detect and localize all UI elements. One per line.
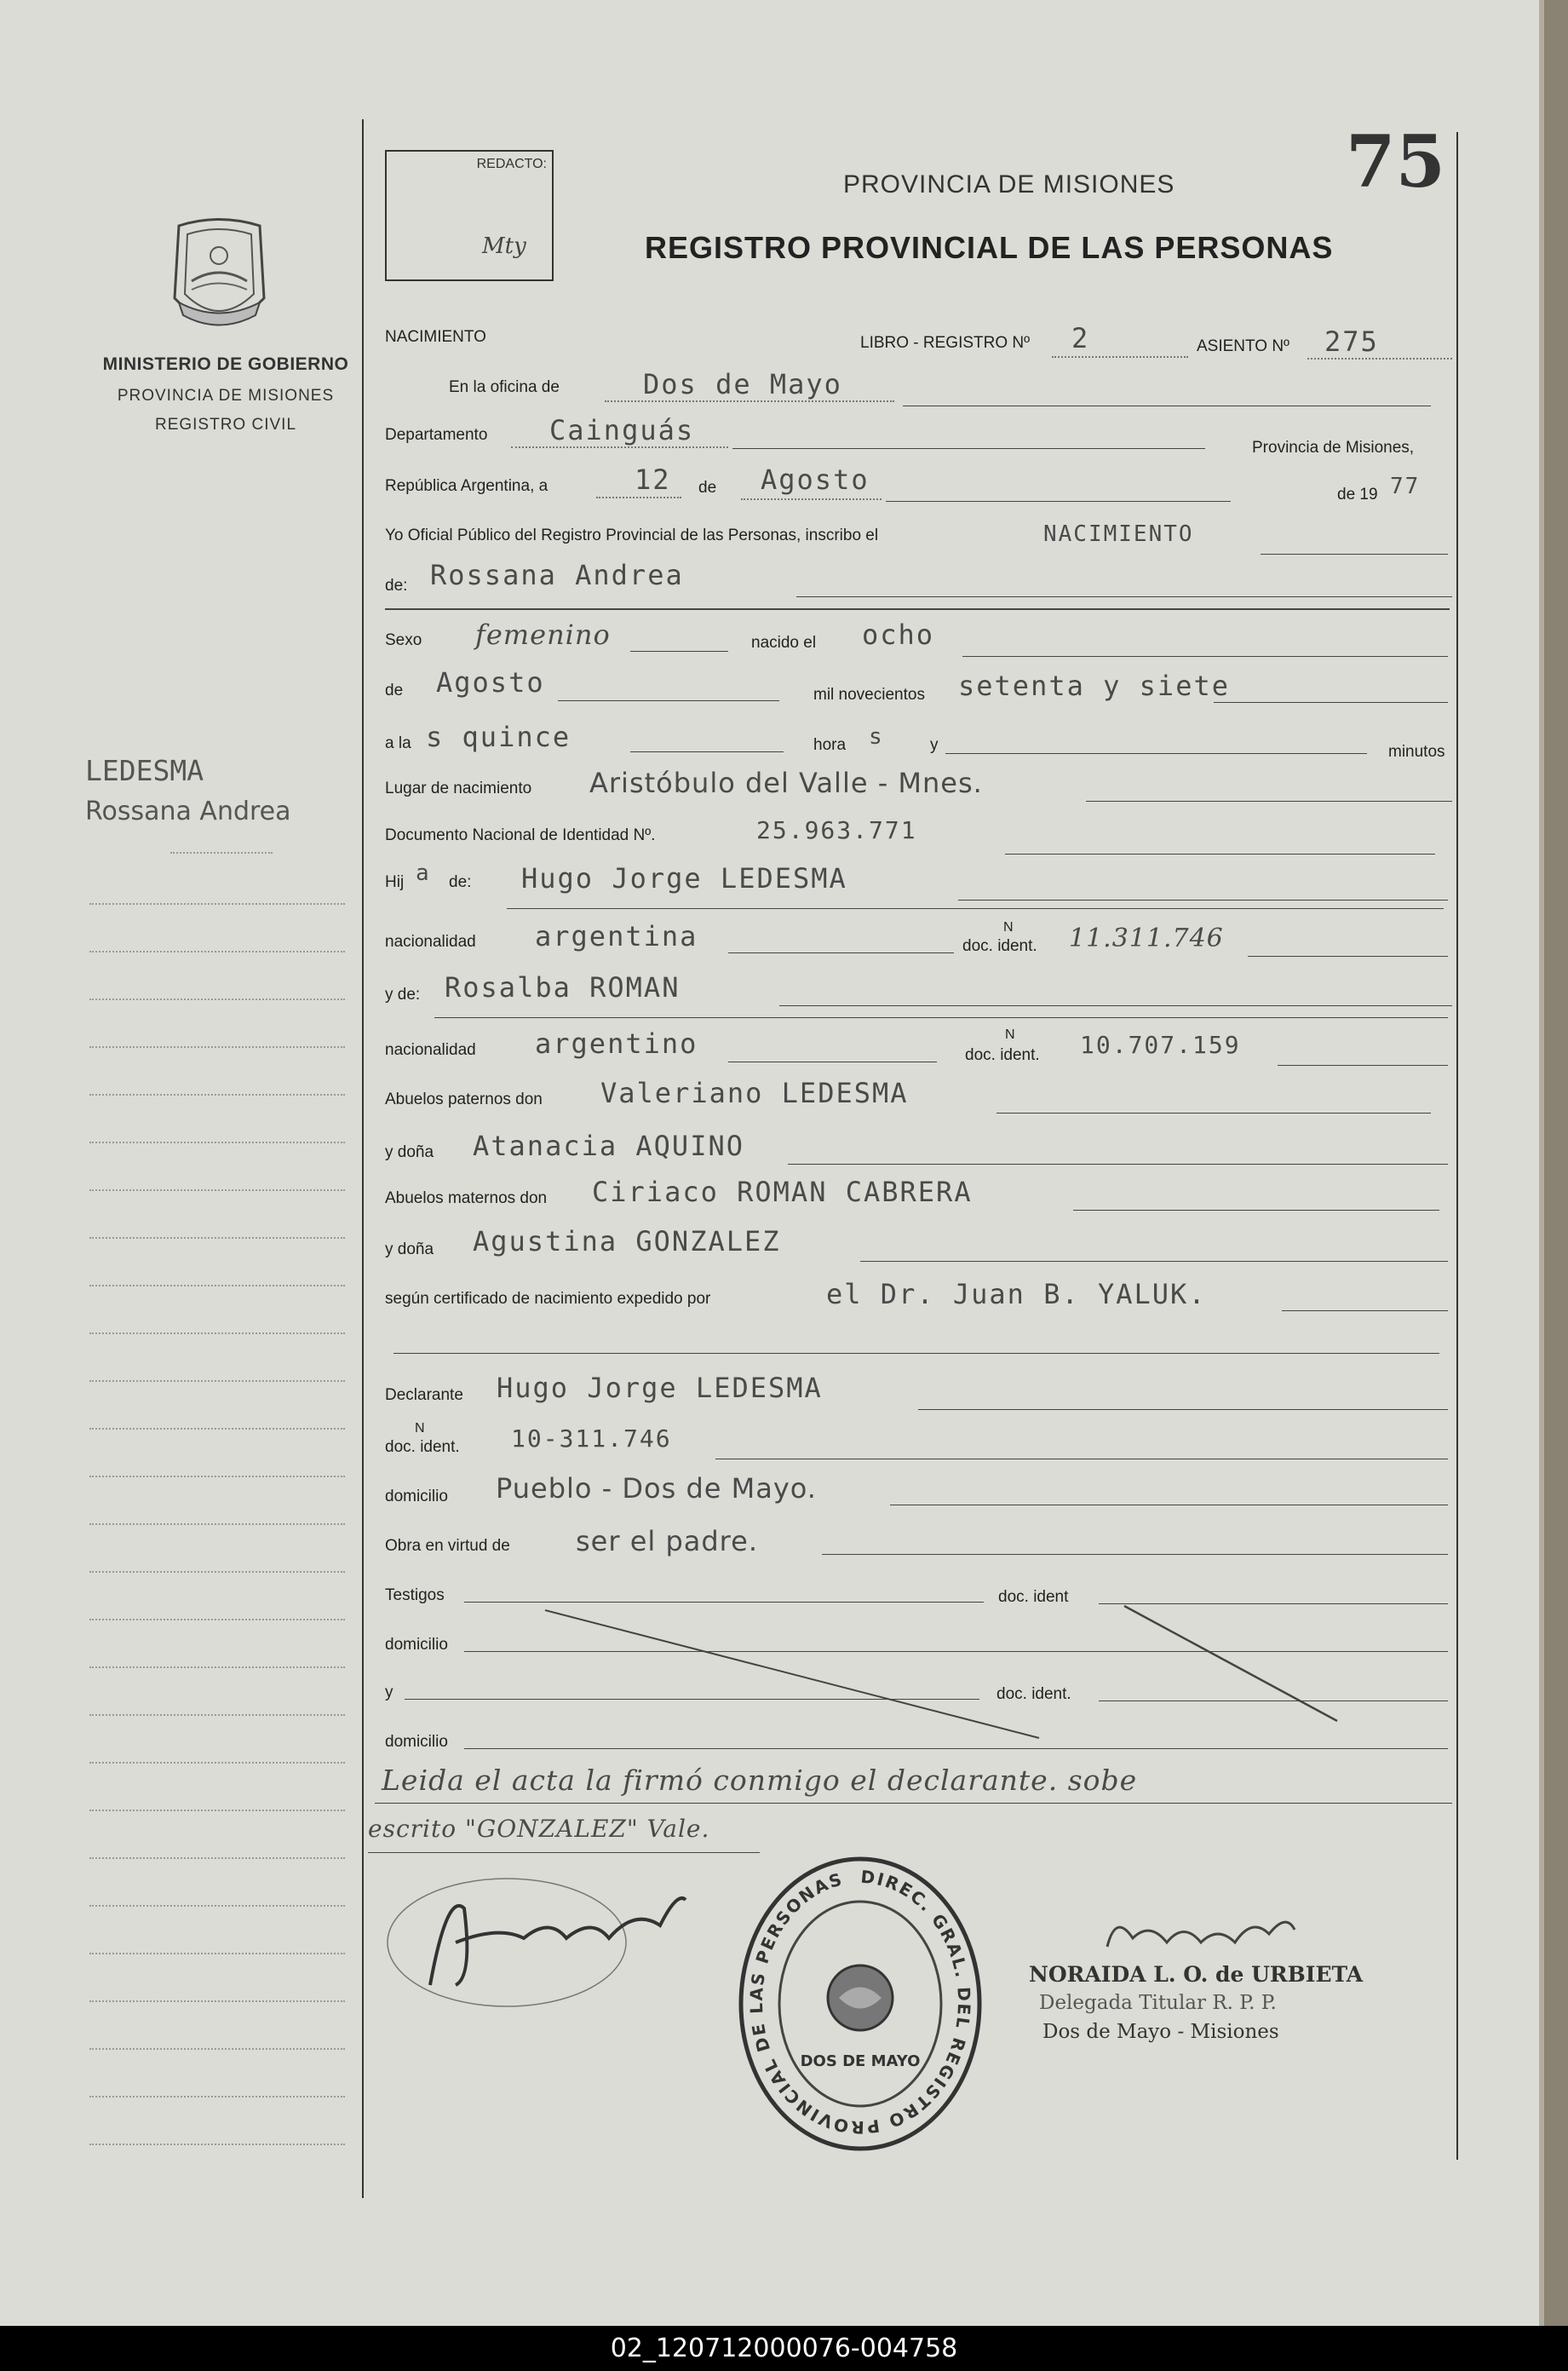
official-signature: [1107, 1915, 1182, 1936]
folio-number: 75: [1346, 119, 1445, 204]
yde-label: y de:: [385, 986, 421, 1004]
father-line: [958, 900, 1448, 901]
alas-label: a la: [385, 734, 411, 752]
lugar-label: Lugar de nacimiento: [385, 780, 532, 797]
mother-double-line: [434, 1017, 1448, 1018]
redacto-box: [385, 150, 554, 281]
margin-ruled-line: [89, 1332, 345, 1334]
margin-ruled-line: [89, 1380, 345, 1382]
ydona2-label: y doña: [385, 1240, 434, 1258]
y2-label: y: [385, 1683, 393, 1701]
doc3-label: doc. ident.: [385, 1438, 460, 1456]
month-value: Agosto: [761, 463, 870, 496]
ministry-province: PROVINCIA DE MISIONES: [117, 387, 335, 405]
mil-line: [1214, 702, 1448, 703]
hora-label: hora: [813, 736, 847, 754]
cert-extra-line: [393, 1353, 1439, 1354]
margin-ruled-line: [89, 2048, 345, 2050]
mil-label: mil novecientos: [813, 686, 925, 704]
hij-label: Hij: [385, 873, 405, 891]
nac2-label: nacionalidad: [385, 1041, 476, 1059]
oficina-dots: [605, 400, 894, 402]
margin-ruled-line: [89, 1619, 345, 1620]
margin-ruled-line: [89, 1857, 345, 1859]
de-label: de: [698, 479, 717, 497]
margin-ruled-line: [89, 1905, 345, 1907]
testigos-label: Testigos: [385, 1586, 445, 1604]
year-label: de 19: [1337, 486, 1378, 504]
nacido-value: ocho: [862, 619, 935, 651]
redacto-label: REDACTO:: [476, 157, 547, 171]
margin-ruled-line: [89, 1523, 345, 1525]
nac2-value: argentino: [535, 1027, 698, 1060]
abpat-value: Valeriano LEDESMA: [600, 1077, 909, 1109]
name-value: Rossana Andrea: [430, 559, 684, 591]
margin-ruled-line: [89, 998, 345, 1000]
ministry-block: [77, 354, 375, 434]
mil-value: setenta y siete: [958, 670, 1230, 702]
hora-value: s: [869, 724, 884, 750]
margin-ruled-line: [89, 1476, 345, 1477]
obra-label: Obra en virtud de: [385, 1537, 510, 1555]
margin-surname: LEDESMA: [85, 754, 204, 787]
republica-label: República Argentina, a: [385, 477, 549, 495]
abpat2-value: Atanacia AQUINO: [473, 1130, 744, 1162]
de-name-label: de:: [385, 577, 408, 595]
oficial-label: Yo Oficial Público del Registro Provincial de las Personas, inscribo el: [385, 527, 879, 544]
doc4-label: doc. ident: [998, 1588, 1069, 1606]
dni-label: Documento Nacional de Identidad Nº.: [385, 826, 656, 844]
departamento-value: Cainguás: [549, 414, 695, 446]
cert-value: el Dr. Juan B. YALUK.: [826, 1278, 1207, 1310]
margin-ruled-line: [89, 1571, 345, 1573]
doc1-sup: N: [1003, 920, 1014, 935]
father-value: Hugo Jorge LEDESMA: [521, 862, 847, 895]
declarante-line: [918, 1409, 1448, 1410]
lugar-value: Aristóbulo del Valle - Mnes.: [589, 767, 983, 799]
domicilio-value: Pueblo - Dos de Mayo.: [496, 1472, 817, 1505]
doc2-sup: N: [1005, 1027, 1015, 1042]
margin-ruled-line: [89, 903, 345, 905]
margin-ruled-line: [89, 1237, 345, 1239]
sexo-line: [630, 651, 728, 652]
day-line: [596, 497, 681, 498]
doc5-label: doc. ident.: [997, 1685, 1071, 1703]
departamento-label: Departamento: [385, 426, 488, 444]
ministry-name: MINISTERIO DE GOBIERNO: [102, 354, 349, 374]
margin-ruled-line: [89, 2144, 345, 2145]
minutos-line: [945, 753, 1367, 754]
libro-value: 2: [1071, 322, 1090, 354]
departamento-line: [732, 448, 1205, 449]
margin-ruled-line: [89, 1953, 345, 1954]
declarante-value: Hugo Jorge LEDESMA: [497, 1372, 823, 1404]
official-name: NORAIDA L. O. de URBIETA: [1029, 1962, 1364, 1987]
libro-line: [1052, 356, 1188, 358]
civil-registry-label: REGISTRO CIVIL: [154, 416, 297, 434]
declarante-label: Declarante: [385, 1386, 463, 1404]
declarant-signature-graphic: [379, 1857, 720, 2028]
day-value: 12: [635, 463, 671, 496]
domicilio3-label: domicilio: [385, 1733, 448, 1751]
official-place: Dos de Mayo - Misiones: [1042, 2021, 1279, 2043]
sexo-label: Sexo: [385, 631, 422, 649]
margin-underline: [170, 852, 273, 854]
nac1-value: argentina: [535, 920, 698, 952]
dni-value: 25.963.771: [756, 816, 917, 844]
margin-ruled-line: [89, 1810, 345, 1811]
year-value: 77: [1390, 474, 1421, 499]
image-id-bar: 02_120712000076-004758: [0, 2326, 1568, 2371]
libro-label: LIBRO - REGISTRO Nº: [860, 334, 1031, 352]
minutos-label: minutos: [1388, 743, 1445, 761]
doc1-line: [1248, 956, 1448, 957]
margin-ruled-line: [89, 2000, 345, 2002]
margin-ruled-line: [89, 1046, 345, 1048]
margin-ruled-line: [89, 1714, 345, 1716]
oficial-value: NACIMIENTO: [1043, 521, 1194, 547]
margin-ruled-line: [89, 1285, 345, 1286]
closing-line-1: Leida el acta la firmó conmigo el declarante. sobe: [382, 1764, 1138, 1797]
closing-line-2: escrito "GONZALEZ" Vale.: [368, 1815, 710, 1843]
declarant-signature: [443, 1902, 537, 1923]
oficina-label: En la oficina de: [449, 378, 560, 396]
birth-month-value: Agosto: [436, 666, 545, 699]
margin-ruled-line: [89, 2096, 345, 2098]
name-line: [796, 596, 1452, 597]
margin-ruled-line: [89, 1762, 345, 1764]
hij-suffix: a: [416, 860, 431, 886]
registry-heading: REGISTRO PROVINCIAL DE LAS PERSONAS: [645, 230, 1334, 265]
margin-ruled-line: [89, 1189, 345, 1191]
oficina-value: Dos de Mayo: [643, 368, 842, 400]
stamp-center-text: DOS DE MAYO: [800, 2052, 921, 2070]
domicilio2-label: domicilio: [385, 1636, 448, 1654]
closing-line-1-rule: [375, 1803, 1452, 1804]
margin-ruled-line: [89, 1142, 345, 1143]
obra-value: ser el padre.: [576, 1525, 758, 1557]
abmat2-value: Agustina GONZALEZ: [473, 1225, 781, 1257]
stamp-ring-text: DIREC. GRAL. DEL REGISTRO PROVINCIAL DE LAS PERSONAS: [745, 1866, 975, 2138]
abpat-line: [997, 1113, 1431, 1114]
redacto-initials: Mty: [482, 233, 526, 259]
cancellation-strokes: [528, 1593, 1456, 1764]
obra-line: [822, 1554, 1448, 1555]
name-double-line: [385, 608, 1450, 610]
nac1-label: nacionalidad: [385, 933, 476, 951]
dni-line: [1005, 854, 1435, 855]
doc1-label: doc. ident.: [962, 937, 1037, 955]
month-dots: [741, 498, 882, 500]
asiento-label: ASIENTO Nº: [1197, 337, 1289, 355]
province-crest-icon: [162, 217, 277, 341]
doc2-line: [1278, 1065, 1448, 1066]
provincia-label: Provincia de Misiones,: [1252, 439, 1415, 457]
nac1-line: [728, 952, 954, 953]
month-line: [886, 501, 1231, 502]
oficial-line: [1261, 554, 1448, 555]
y-label: y: [930, 736, 939, 754]
margin-ruled-line: [89, 951, 345, 952]
cert-label: según certificado de nacimiento expedido por: [385, 1290, 711, 1308]
right-frame-line: [1456, 132, 1458, 2160]
cert-line: [1282, 1310, 1448, 1311]
doc1-value: 11.311.746: [1069, 924, 1224, 953]
province-heading: PROVINCIA DE MISIONES: [843, 170, 1175, 199]
alas-value: s quince: [426, 721, 571, 753]
de2-label: de: [385, 682, 404, 699]
domicilio-label: domicilio: [385, 1488, 448, 1505]
margin-ruled-line: [89, 1094, 345, 1096]
margin-ruled-line: [89, 1428, 345, 1430]
abmat-value: Ciriaco ROMAN CABRERA: [592, 1176, 973, 1208]
mother-line: [779, 1005, 1452, 1006]
doc3-sup: N: [415, 1421, 425, 1436]
abpat-label: Abuelos paternos don: [385, 1091, 543, 1108]
abmat2-line: [860, 1261, 1448, 1262]
book-binding: [1544, 0, 1568, 2326]
sexo-value: femenino: [475, 619, 611, 651]
father-double-line: [507, 908, 1444, 909]
departamento-dots: [511, 446, 728, 448]
asiento-line: [1307, 358, 1452, 360]
mother-value: Rosalba ROMAN: [445, 971, 681, 1004]
doc2-value: 10.707.159: [1080, 1031, 1241, 1059]
nacido-label: nacido el: [751, 634, 817, 652]
lugar-line: [1086, 801, 1452, 802]
asiento-value: 275: [1324, 325, 1379, 358]
birth-month-line: [558, 700, 779, 701]
abmat-label: Abuelos maternos don: [385, 1189, 548, 1207]
abpat2-line: [788, 1164, 1448, 1165]
doc2-label: doc. ident.: [965, 1046, 1040, 1064]
record-type-label: NACIMIENTO: [385, 328, 486, 346]
margin-given-names: Rossana Andrea: [85, 797, 291, 826]
closing-line-2-rule: [368, 1852, 760, 1853]
ydona1-label: y doña: [385, 1143, 434, 1161]
nacido-line: [962, 656, 1448, 657]
registry-stamp: [728, 1849, 992, 2160]
abmat-line: [1073, 1210, 1439, 1211]
official-title: Delegada Titular R. P. P.: [1039, 1992, 1277, 2014]
hij-de-label: de:: [449, 873, 472, 891]
doc3-value: 10-311.746: [511, 1424, 672, 1453]
margin-ruled-line: [89, 1666, 345, 1668]
alas-line: [630, 751, 784, 752]
